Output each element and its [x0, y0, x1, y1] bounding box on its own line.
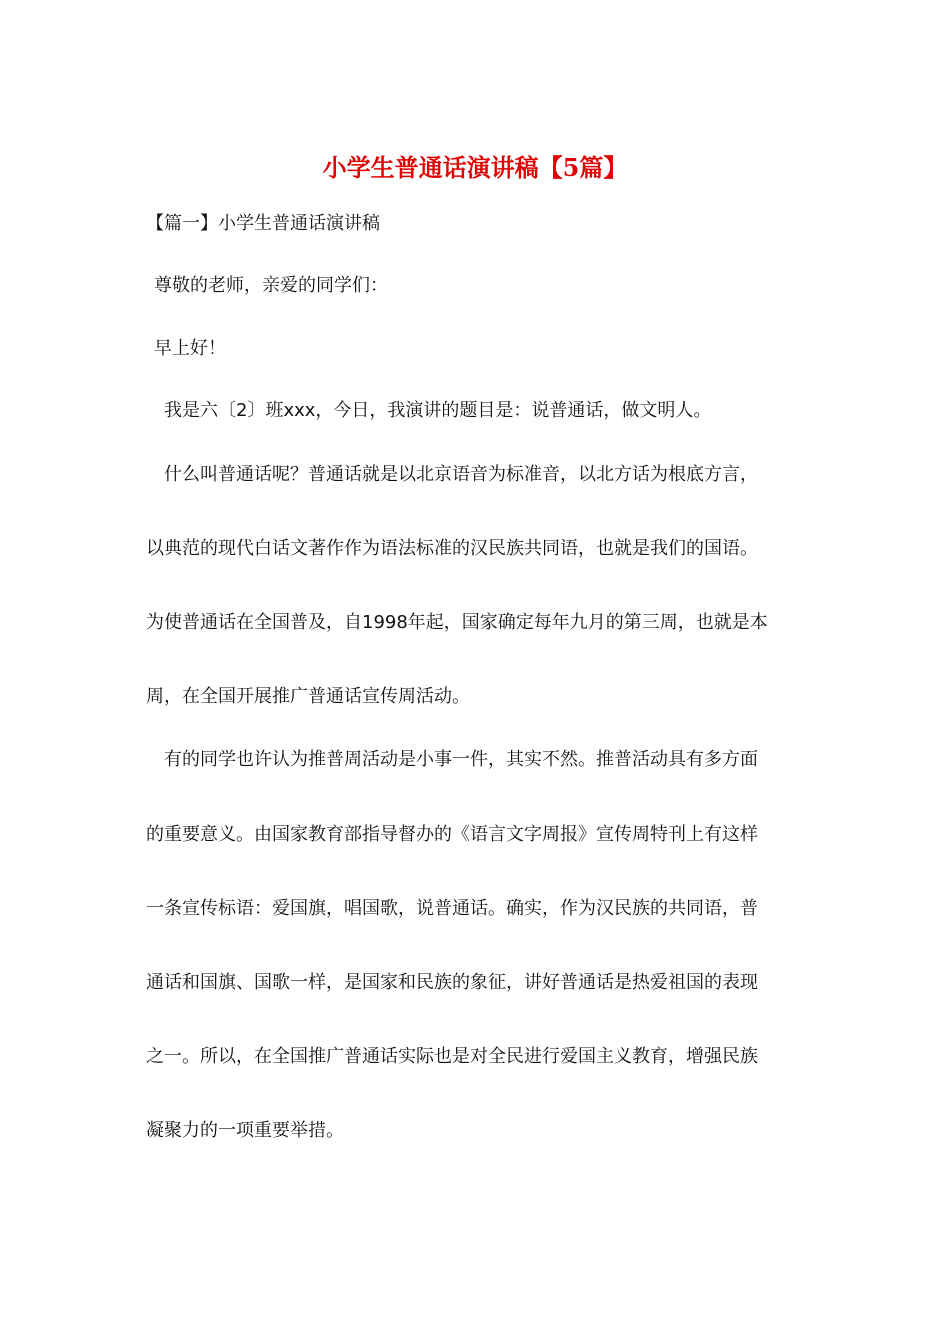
section-heading: 【篇一】小学生普通话演讲稿: [146, 213, 380, 234]
speech-intro: 我是六〔2〕班xxx，今日，我演讲的题目是：说普通话，做文明人。: [164, 400, 712, 421]
paragraph-line: 为使普通话在全国普及，自1998年起，国家确定每年九月的第三周，也就是本: [146, 612, 768, 633]
paragraph-line: 以典范的现代白话文著作作为语法标准的汉民族共同语，也就是我们的国语。: [146, 538, 758, 559]
paragraph-line: 周，在全国开展推广普通话宣传周活动。: [146, 686, 470, 707]
paragraph-line: 的重要意义。由国家教育部指导督办的《语言文字周报》宣传周特刊上有这样: [146, 824, 758, 845]
paragraph-line: 一条宣传标语：爱国旗，唱国歌，说普通话。确实，作为汉民族的共同语，普: [146, 898, 758, 919]
paragraph-line: 通话和国旗、国歌一样，是国家和民族的象征，讲好普通话是热爱祖国的表现: [146, 972, 758, 993]
paragraph-line: 之一。所以，在全国推广普通话实际也是对全民进行爱国主义教育，增强民族: [146, 1046, 758, 1067]
greeting-line: 尊敬的老师，亲爱的同学们：: [154, 275, 388, 296]
document-title: 小学生普通话演讲稿【5篇】: [322, 153, 628, 182]
paragraph-line: 有的同学也许认为推普周活动是小事一件，其实不然。推普活动具有多方面: [164, 749, 758, 770]
paragraph-line: 凝聚力的一项重要举措。: [146, 1120, 344, 1141]
morning-greeting: 早上好！: [154, 338, 226, 359]
paragraph-line: 什么叫普通话呢？普通话就是以北京语音为标准音，以北方话为根底方言，: [164, 464, 758, 485]
